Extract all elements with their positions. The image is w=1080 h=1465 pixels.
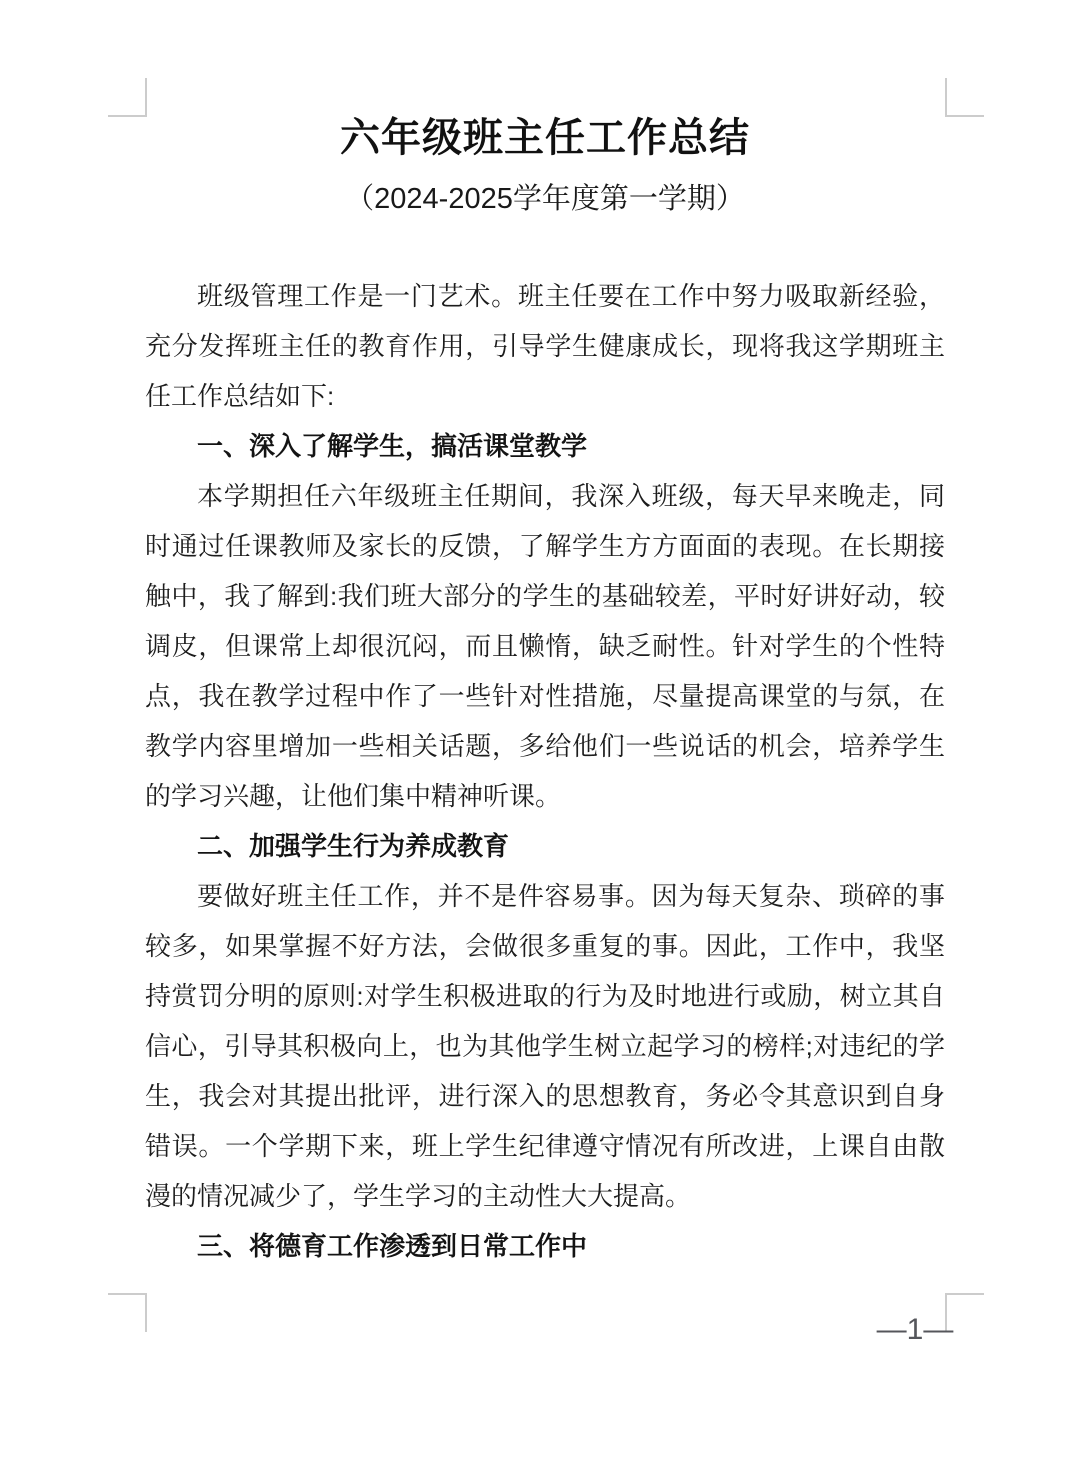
section-heading: 一、深入了解学生，搞活课堂教学 — [197, 431, 588, 461]
section-heading: 二、加强学生行为养成教育 — [197, 831, 510, 861]
document-subtitle: （2024-2025学年度第一学期） — [345, 183, 745, 215]
document-body — [145, 271, 945, 1271]
text-boundary-mark-top-right — [945, 78, 984, 117]
text-boundary-mark-bottom-left — [108, 1293, 147, 1332]
body-paragraph: 要做好班主任工作，并不是件容易事。因为每天复杂、琐碎的事较多，如果掌握不好方法，会做很多重复的事。因此，工作中，我坚持赏罚分明的原则:对学生积极进取的行为及时地进行或励，树立其自信心，引导其积极向上，也为其他学生树立起学习的榜样;对违纪的学生，我会对其提出批评，进行深入的思想教育，务必令其意识到自身错误。一个学期下来，班上学生纪律遵守情况有所改进，上课自由散漫的情况减少了，学生学习的主动性大大提高。 — [145, 881, 945, 1211]
text-boundary-mark-top-left — [108, 78, 147, 117]
page-number: —1— — [876, 1313, 954, 1346]
body-paragraph: 本学期担任六年级班主任期间，我深入班级，每天早来晚走，同时通过任课教师及家长的反馈，了解学生方方面面的表现。在长期接触中，我了解到:我们班大部分的学生的基础较差，平时好讲好动，较调皮，但课常上却很沉闷，而且懒惰，缺乏耐性。针对学生的个性特点，我在教学过程中作了一些针对性措施，尽量提高课堂的与氛，在教学内容里增加一些相关话题，多给他们一些说话的机会，培养学生的学习兴趣，让他们集中精神听课。 — [145, 481, 945, 811]
body-paragraph: 班级管理工作是一门艺术。班主任要在工作中努力吸取新经验，充分发挥班主任的教育作用，引导学生健康成长，现将我这学期班主任工作总结如下: — [145, 281, 945, 411]
document-content — [145, 112, 945, 1271]
section-heading: 三、将德育工作渗透到日常工作中 — [197, 1231, 588, 1261]
document-title: 六年级班主任工作总结 — [340, 116, 750, 160]
